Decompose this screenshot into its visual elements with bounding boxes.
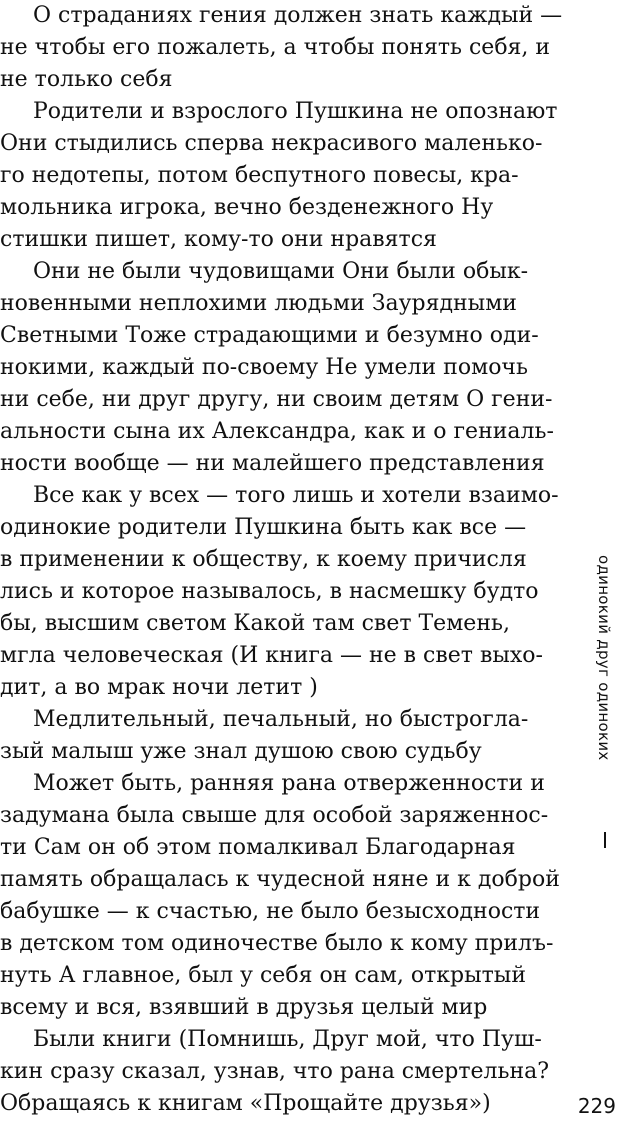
text-line: Были книги (Помнишь, Друг мой, что Пуш-	[33, 1027, 542, 1052]
running-head: одинокий друг одиноких	[595, 555, 613, 761]
text-line: стишки пишет, кому-то они нравятся	[0, 227, 437, 252]
text-line: ности вообще — ни малейшего представления	[0, 451, 545, 476]
text-line: мольника игрока, вечно безденежного Ну	[0, 195, 494, 220]
text-line: зый малыш уже знал душою свою судьбу	[0, 739, 482, 764]
text-line: Все как у всех — того лишь и хотели взаимо-	[33, 483, 559, 508]
text-line: в детском том одиночестве было к кому прилъ-	[0, 931, 554, 956]
text-line: новенными неплохими людьми Заурядными	[0, 291, 517, 316]
text-line: лись и которое называлось, в насмешку будто	[0, 579, 539, 604]
text-line: Они не были чудовищами Они были обык-	[33, 259, 529, 284]
text-line: всему и вся, взявший в друзья целый мир	[0, 995, 488, 1020]
text-line: Медлительный, печальный, но быстрогла-	[33, 707, 529, 732]
text-line: память обращалась к чудесной няне и к доброй	[0, 867, 560, 892]
text-line: бабушке — к счастью, не было безысходности	[0, 899, 541, 924]
text-line: в применении к обществу, к коему причисля	[0, 547, 527, 572]
text-line: не чтобы его пожалеть, а чтобы понять себя, и	[0, 35, 551, 60]
text-line: Светными Тоже страдающими и безумно оди-	[0, 323, 539, 348]
text-line: О страданиях гения должен знать каждый —	[33, 3, 563, 28]
text-line: одинокие родители Пушкина быть как все —	[0, 515, 527, 540]
page-number: 229	[577, 1094, 616, 1118]
text-line: альности сына их Александра, как и о гениаль-	[0, 419, 554, 444]
text-line: кин сразу сказал, узнав, что рана смертельна?	[0, 1059, 550, 1084]
text-line: нокими, каждый по-своему Не умели помочь	[0, 355, 528, 380]
text-line: дит, а во мрак ночи летит )	[0, 675, 318, 700]
text-line: Обращаясь к книгам «Прощайте друзья»)	[0, 1091, 491, 1116]
text-line: Может быть, ранняя рана отверженности и	[33, 771, 545, 796]
text-line: не только себя	[0, 67, 173, 92]
margin-rule	[604, 832, 606, 848]
text-line: нуть А главное, был у себя он сам, открытый	[0, 963, 526, 988]
text-line: бы, высшим светом Какой там свет Темень,	[0, 611, 510, 636]
text-line: задумана была свыше для особой заряженнос-	[0, 803, 549, 828]
text-line: го недотепы, потом беспутного повесы, кра-	[0, 163, 519, 188]
text-line: ни себе, ни друг другу, ни своим детям О гени-	[0, 387, 553, 412]
text-line: Родители и взрослого Пушкина не опознают	[33, 99, 558, 124]
text-line: мгла человеческая (И книга — не в свет выхо-	[0, 643, 543, 668]
text-line: Они стыдились сперва некрасивого маленько-	[0, 131, 543, 156]
text-line: ти Сам он об этом помалкивал Благодарная	[0, 835, 516, 860]
